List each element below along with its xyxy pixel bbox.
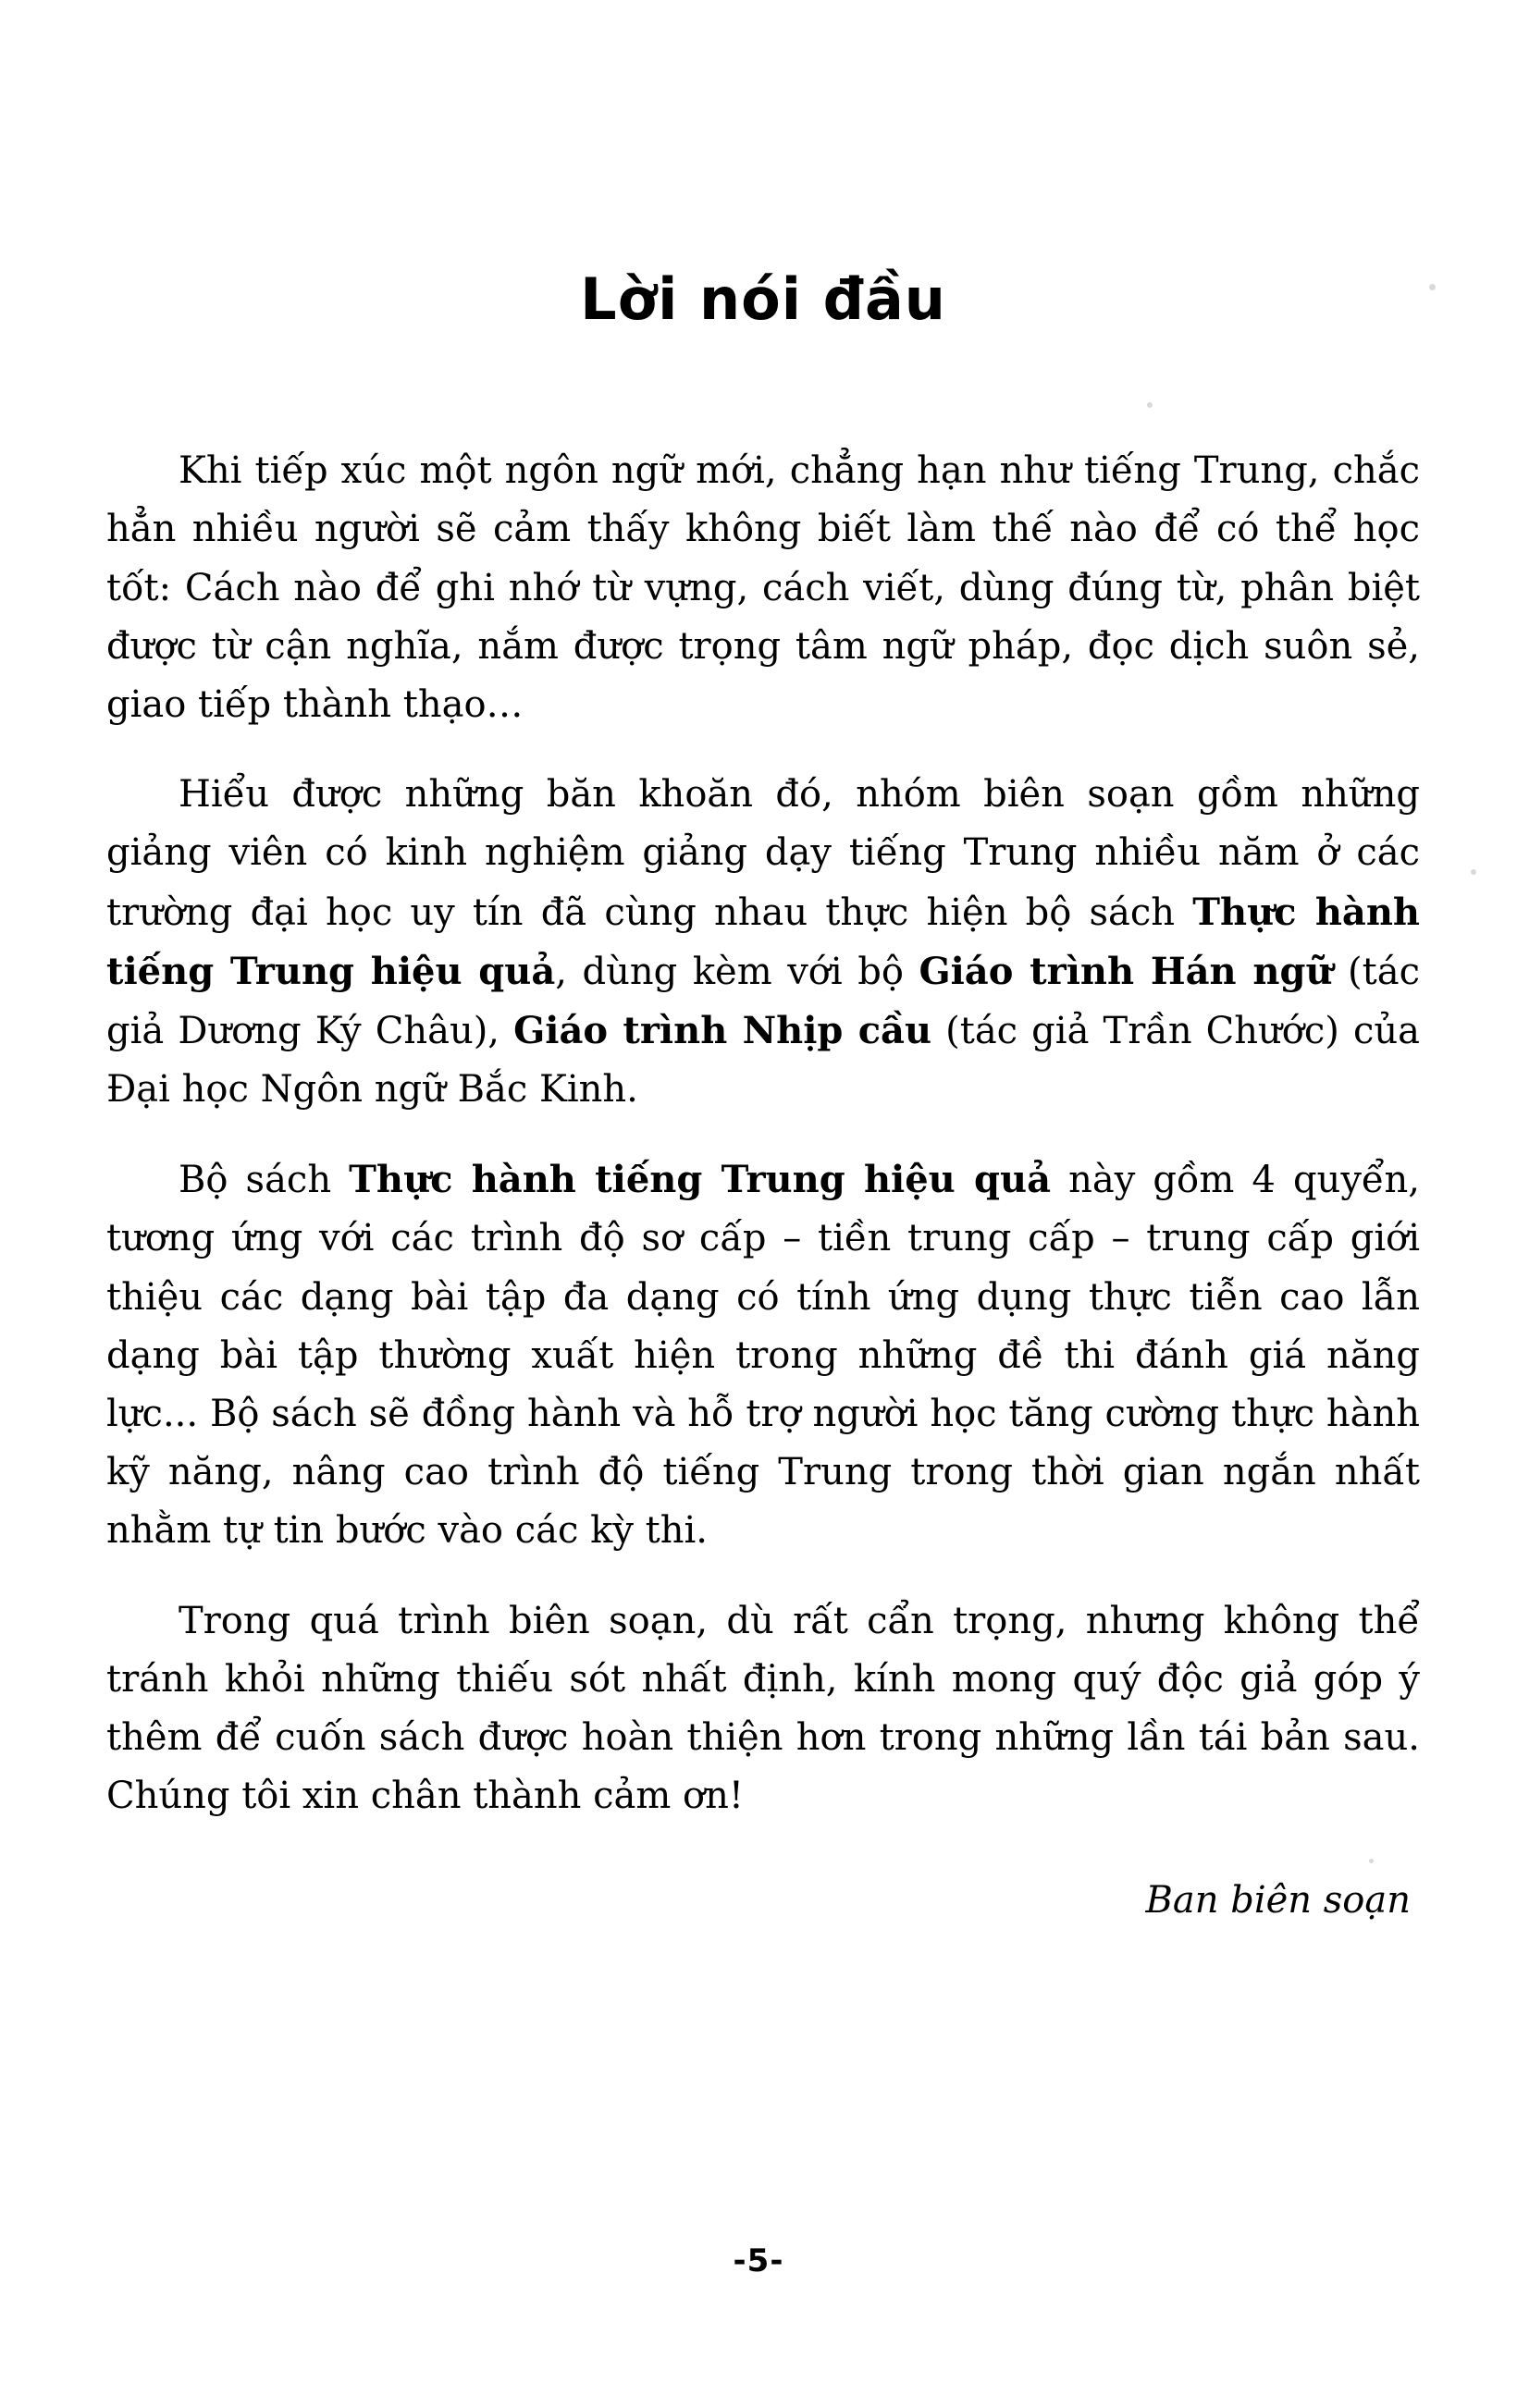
paragraph-4 xyxy=(106,1592,1420,1826)
paper-speck xyxy=(1471,869,1476,875)
emphasis-text: Thực hành tiếng Trung hiệu quả xyxy=(349,1158,1052,1202)
plain-text: Bộ sách xyxy=(179,1159,350,1202)
paragraph-1 xyxy=(106,442,1420,734)
signature-line: Ban biên soạn xyxy=(1145,1879,1411,1923)
plain-text: (tác giả Dương Ký Châu), xyxy=(106,950,1420,1052)
emphasis-text: Thực hành tiếng Trung hiệu quả xyxy=(106,890,1421,993)
paragraph-2 xyxy=(106,766,1420,1119)
paragraph-3 xyxy=(106,1150,1420,1560)
plain-text: , dùng kèm với bộ xyxy=(555,950,919,993)
plain-text: Trong quá trình biên soạn, dù rất cẩn trọng, nhưng không thể tránh khỏi những thiếu sót nhất định, kính mong quý độc giả góp ý thêm để cuốn sách được hoàn thiện hơn trong những lần tái bản sau. Chúng tôi xin chân thành cảm ơn! xyxy=(106,1599,1420,1818)
plain-text: này gồm 4 quyển, tương ứng với các trình độ sơ cấp – tiền trung cấp – trung cấp giới thiệu các dạng bài tập đa dạng có tính ứng dụng thực tiễn cao lẫn dạng bài tập thường xuất hiện trong những đề thi đánh giá năng lực... Bộ sách sẽ đồng hành và hỗ trợ người học tăng cường thực hành kỹ năng, nâng cao trình độ tiếng Trung trong thời gian ngắn nhất nhằm tự tin bước vào các kỳ thi. xyxy=(106,1159,1420,1553)
plain-text: Khi tiếp xúc một ngôn ngữ mới, chẳng hạn như tiếng Trung, chắc hẳn nhiều người sẽ cảm thấy không biết làm thế nào để có thể học tốt: Cách nào để ghi nhớ từ vựng, cách viết, dùng đúng từ, phân biệt được từ cận nghĩa, nắm được trọng tâm ngữ pháp, đọc dịch suôn sẻ, giao tiếp thành thạo… xyxy=(106,449,1420,726)
emphasis-text: Giáo trình Nhịp cầu xyxy=(513,1008,932,1052)
page-title: Lời nói đầu xyxy=(580,265,946,333)
plain-text: (tác giả Trần Chước) của Đại học Ngôn ngữ Bắc Kinh. xyxy=(106,1009,1420,1112)
plain-text: Hiểu được những băn khoăn đó, nhóm biên soạn gồm những giảng viên có kinh nghiệm giảng dạy tiếng Trung nhiều năm ở các trường đại học uy tín đã cùng nhau thực hiện bộ sách xyxy=(106,773,1420,934)
paper-speck xyxy=(1429,284,1436,290)
page-content xyxy=(106,265,1421,1923)
page-number: -5- xyxy=(733,2242,784,2279)
emphasis-text: Giáo trình Hán ngữ xyxy=(919,949,1333,993)
